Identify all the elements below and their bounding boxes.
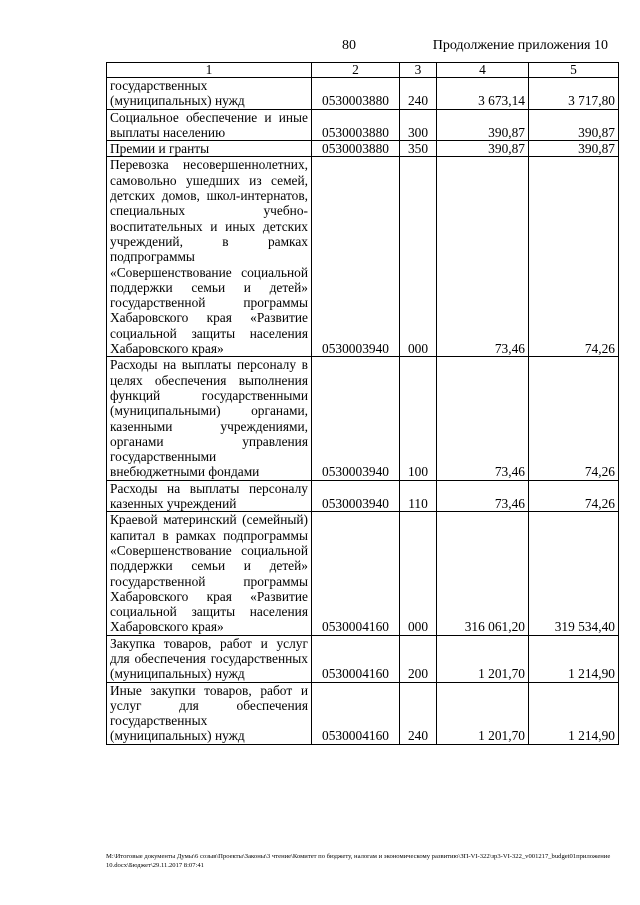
expense-type: 240 — [400, 682, 437, 744]
amount-col4: 73,46 — [437, 157, 529, 357]
amount-col5: 74,26 — [529, 357, 619, 480]
amount-col4: 390,87 — [437, 109, 529, 141]
amount-col5: 74,26 — [529, 157, 619, 357]
expense-type: 240 — [400, 78, 437, 110]
amount-col5: 74,26 — [529, 480, 619, 512]
amount-col4: 73,46 — [437, 480, 529, 512]
column-header: 3 — [400, 63, 437, 78]
expense-name: Закупка товаров, работ и услуг для обеспечения государственных (муниципальных) нужд — [107, 635, 312, 682]
expense-name: Иные закупки товаров, работ и услуг для обеспечения государственных (муниципальных) нужд — [107, 682, 312, 744]
target-code: 0530004160 — [312, 682, 400, 744]
expense-name: Расходы на выплаты персоналу в целях обеспечения выполнения функций государственными (муниципальными) органами, казенными учреждениями, органами управления государственными внебюджетными фондами — [107, 357, 312, 480]
target-code: 0530003880 — [312, 141, 400, 157]
column-header: 2 — [312, 63, 400, 78]
amount-col4: 1 201,70 — [437, 635, 529, 682]
table-row — [107, 157, 619, 357]
file-path-footer: М:\Итоговые документы Думы\6 созыв\Проекты\Законы\3 чтение\Комитет по бюджету, налогам и экономическому развитию\ЗП-VI-322\зр3-VI-322_v001217_budget01приложение 10.docx\Бюджет\29.11.2017 8:07:41 — [106, 853, 611, 869]
amount-col5: 319 534,40 — [529, 512, 619, 635]
expense-name: государственных (муниципальных) нужд — [107, 78, 312, 110]
column-header: 1 — [107, 63, 312, 78]
amount-col4: 73,46 — [437, 357, 529, 480]
amount-col4: 316 061,20 — [437, 512, 529, 635]
expense-type: 200 — [400, 635, 437, 682]
table-row — [107, 635, 619, 682]
amount-col5: 390,87 — [529, 109, 619, 141]
amount-col4: 1 201,70 — [437, 682, 529, 744]
table-header-row — [107, 63, 619, 78]
table-row — [107, 682, 619, 744]
column-header: 5 — [529, 63, 619, 78]
expense-name: Социальное обеспечение и иные выплаты населению — [107, 109, 312, 141]
target-code: 0530003940 — [312, 357, 400, 480]
amount-col5: 3 717,80 — [529, 78, 619, 110]
amount-col5: 1 214,90 — [529, 682, 619, 744]
table-row — [107, 141, 619, 157]
appendix-caption: Продолжение приложения 10 — [432, 38, 608, 53]
table-row — [107, 357, 619, 480]
expense-type: 110 — [400, 480, 437, 512]
expense-name: Расходы на выплаты персоналу казенных учреждений — [107, 480, 312, 512]
expense-type: 000 — [400, 512, 437, 635]
target-code: 0530004160 — [312, 635, 400, 682]
amount-col4: 3 673,14 — [437, 78, 529, 110]
expense-name: Перевозка несовершеннолетних, самовольно ушедших из семей, детских домов, школ-интернатов, специальных учебно-воспитательных и иных детских учреждений, в рамках подпрограммы «Совершенствование социальной поддержки семьи и детей» государственной программы Хабаровского края «Развитие социальной защиты населения Хабаровского края» — [107, 157, 312, 357]
amount-col4: 390,87 — [437, 141, 529, 157]
page-number: 80 — [342, 38, 356, 53]
target-code: 0530004160 — [312, 512, 400, 635]
expense-name: Премии и гранты — [107, 141, 312, 157]
target-code: 0530003940 — [312, 480, 400, 512]
expense-type: 100 — [400, 357, 437, 480]
budget-table — [106, 62, 619, 745]
expense-type: 000 — [400, 157, 437, 357]
table-row — [107, 480, 619, 512]
expense-type: 350 — [400, 141, 437, 157]
column-header: 4 — [437, 63, 529, 78]
target-code: 0530003880 — [312, 109, 400, 141]
target-code: 0530003880 — [312, 78, 400, 110]
table-row — [107, 109, 619, 141]
target-code: 0530003940 — [312, 157, 400, 357]
amount-col5: 1 214,90 — [529, 635, 619, 682]
table-row — [107, 512, 619, 635]
expense-type: 300 — [400, 109, 437, 141]
expense-name: Краевой материнский (семейный) капитал в рамках подпрограммы «Совершенствование социальной поддержки семьи и детей» государственной программы Хабаровского края «Развитие социальной защиты населения Хабаровского края» — [107, 512, 312, 635]
table-row — [107, 78, 619, 110]
amount-col5: 390,87 — [529, 141, 619, 157]
